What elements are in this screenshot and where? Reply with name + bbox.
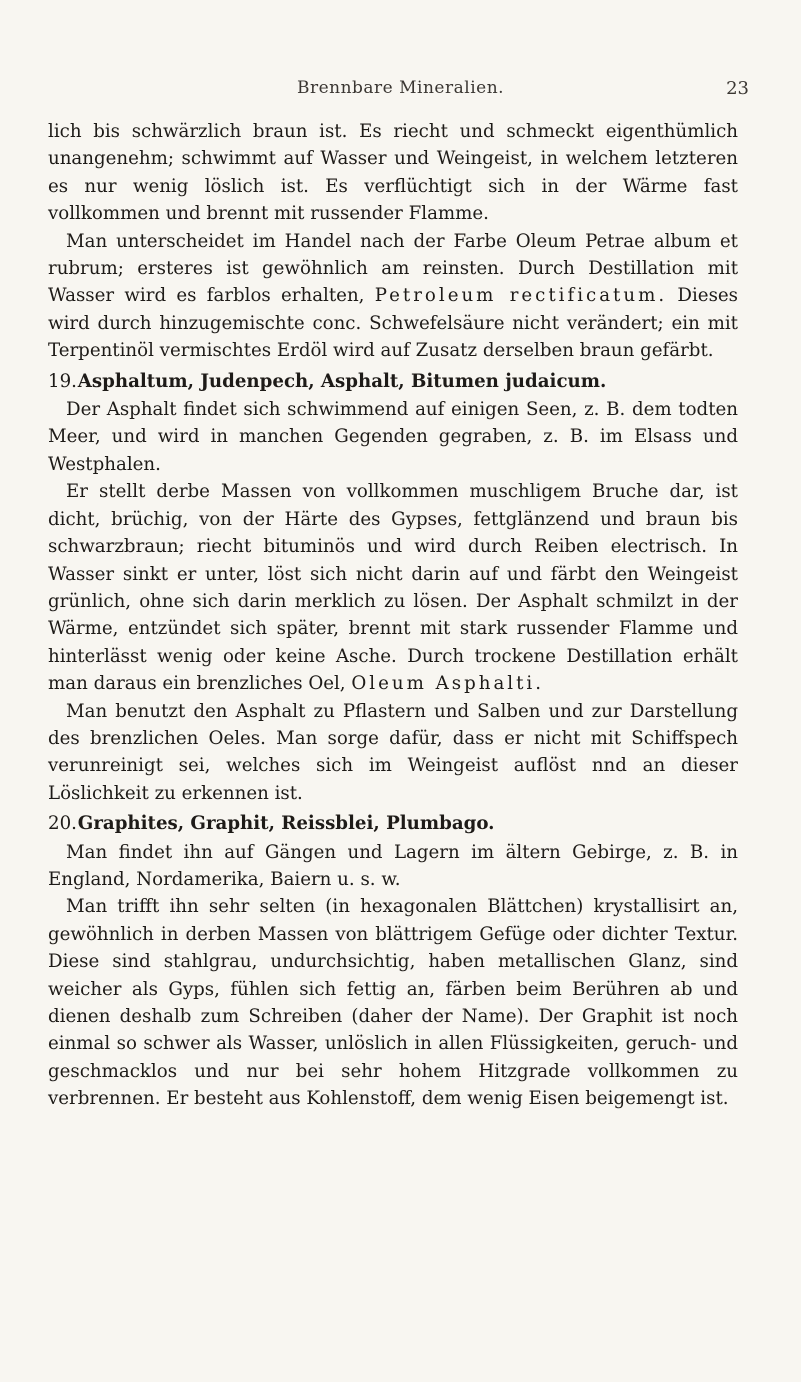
section-title: Graphites, Graphit, Reissblei, Plumbago.	[77, 813, 495, 835]
paragraph-asphalt-properties: Er stellt derbe Massen von vollkommen muschligem Bruche dar, ist dicht, brüchig, von der Härte des Gypses, fettglänzend und braun bis schwarzbraun; riecht bituminös und wird durch Reiben electrisch. In Wasser sinkt er unter, löst sich nicht darin auf und färbt den Weingeist grünlich, ohne sich darin merklich zu lösen. Der Asphalt schmilzt in der Wärme, entzündet sich später, brennt mit stark russender Flamme und hinterlässt wenig oder keine Asche. Durch trockene Destillation erhält man daraus ein brenzliches Oel, Oleum Asphalti.	[48, 481, 738, 695]
term-oleum-asphalti: Oleum Asphalti.	[351, 673, 545, 695]
term-petroleum-rectificatum: Petroleum rectificatum.	[374, 285, 668, 307]
paragraph-asphalt-use: Man benutzt den Asphalt zu Pflastern und Salben und zur Darstellung des brenzlichen Oeles. Man sorge dafür, dass er nicht mit Schiffspech verunreinigt sei, welches sich im Weingeist auflöst nnd an dieser Löslichkeit zu erkennen ist.	[48, 700, 738, 804]
body-text	[48, 118, 738, 1113]
paragraph-graphite-properties: Man trifft ihn sehr selten (in hexagonalen Blättchen) krystallisirt an, gewöhnlich in derben Massen von blättrigem Gefüge oder dichter Textur. Diese sind stahlgrau, undurchsichtig, haben metallischen Glanz, sind weicher als Gyps, fühlen sich fettig an, färben beim Berühren ab und dienen deshalb zum Schreiben (daher der Name). Der Graphit ist noch einmal so schwer als Wasser, unlöslich in allen Flüssigkeiten, geruch- und geschmacklos und nur bei sehr hohem Hitzgrade vollkommen zu verbrennen. Er besteht aus Kohlenstoff, dem wenig Eisen beigemengt ist.	[48, 896, 738, 1110]
section-heading-20	[48, 810, 738, 837]
paragraph-oleum-petrae: Man unterscheidet im Handel nach der Farbe Oleum Petrae album et rubrum; ersteres ist gewöhnlich am reinsten. Durch Destillation mit Wasser wird es farblos erhalten, Petroleum rectificatum. Dieses wird durch hinzugemischte conc. Schwefelsäure nicht verändert; ein mit Terpentinöl vermischtes Erdöl wird auf Zusatz derselben braun gefärbt.	[48, 230, 738, 362]
running-head: Brennbare Mineralien.	[296, 78, 505, 98]
section-heading-19	[48, 368, 738, 395]
section-title: Asphaltum, Judenpech, Asphalt, Bitumen judaicum.	[77, 370, 607, 392]
paragraph-asphalt-occurrence: Der Asphalt findet sich schwimmend auf einigen Seen, z. B. dem todten Meer, und wird in manchen Gegenden gegraben, z. B. im Elsass und Westphalen.	[48, 399, 738, 475]
paragraph-graphite-occurrence: Man findet ihn auf Gängen und Lagern im ältern Gebirge, z. B. in England, Nordamerika, Baiern u. s. w.	[48, 841, 738, 890]
page-header	[0, 78, 801, 108]
paragraph-petroleum-continued: lich bis schwärzlich braun ist. Es riecht und schmeckt eigenthümlich unangenehm; schwimmt auf Wasser und Weingeist, in welchem letzteren es nur wenig löslich ist. Es verflüchtigt sich in der Wärme fast vollkommen und brennt mit russender Flamme.	[48, 121, 738, 225]
page-number: 23	[726, 78, 749, 99]
section-number: 19.	[48, 370, 77, 392]
section-number: 20.	[48, 813, 77, 835]
